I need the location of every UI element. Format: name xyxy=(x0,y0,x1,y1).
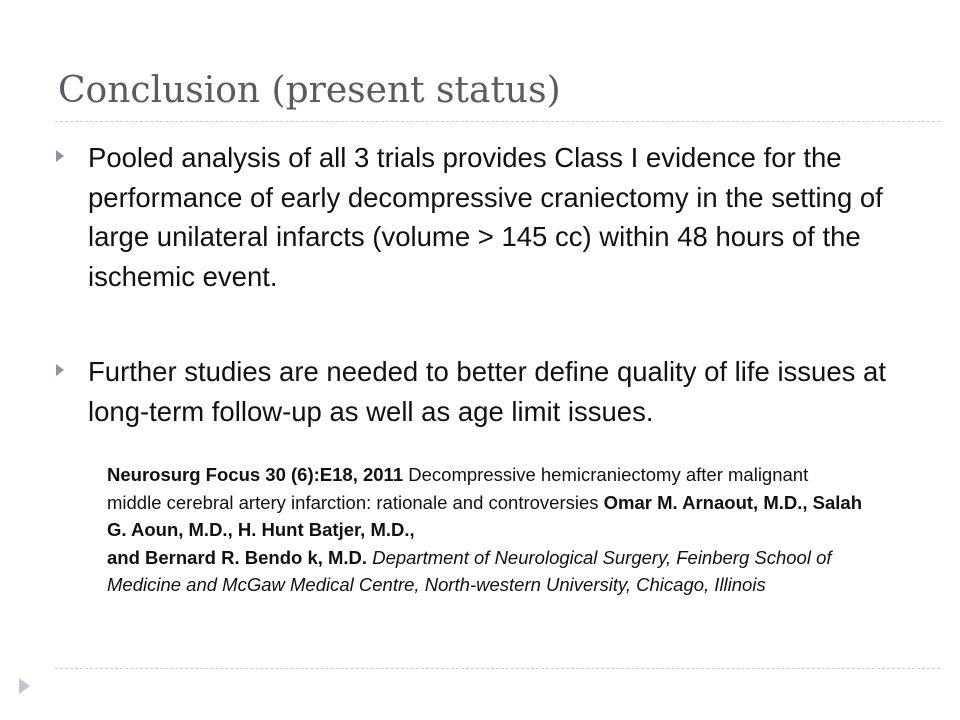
citation-authors-last: and Bernard R. Bendo k, M.D. xyxy=(107,546,368,568)
citation-journal: Neurosurg Focus 30 (6):E18, 2011 xyxy=(107,464,404,485)
slide-nav-triangle-icon xyxy=(19,678,30,694)
citation-affiliation: Department of Neurological Surgery, Feinberg School of Medicine and McGaw Medical Centre, North-western University, Chicago, Illinois xyxy=(107,546,832,595)
slide-title: Conclusion (present status) xyxy=(58,70,561,111)
bullet-text-2: Further studies are needed to better define quality of life issues at long-term follow-up as well as age limit issues. xyxy=(88,356,886,427)
citation-reference xyxy=(107,461,867,599)
citation-article-title: Decompressive hemicraniectomy after malignant middle cerebral artery infarction: rationale and controversies xyxy=(107,464,809,513)
title-divider xyxy=(55,121,940,122)
citation-authors: Omar M. Arnaout, M.D., Salah G. Aoun, M.D., H. Hunt Batjer, M.D., xyxy=(107,491,863,540)
triangle-bullet-icon xyxy=(56,150,64,162)
triangle-bullet-icon xyxy=(56,364,64,376)
footer-divider xyxy=(55,668,940,669)
bullet-text-1: Pooled analysis of all 3 trials provides Class I evidence for the performance of early decompressive craniectomy in the setting of large unilateral infarcts (volume > 145 cc) within 48 hours of the ischemic event. xyxy=(88,142,883,292)
